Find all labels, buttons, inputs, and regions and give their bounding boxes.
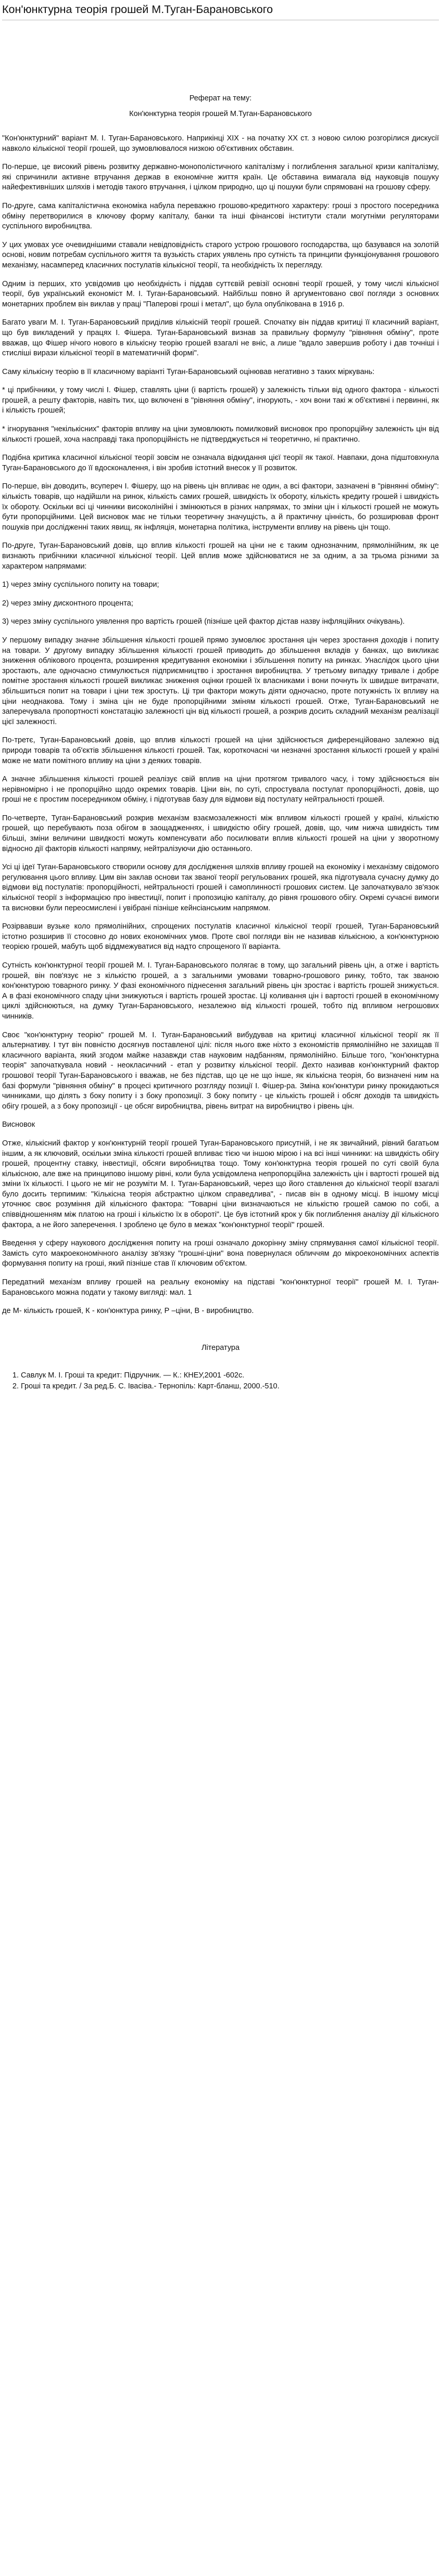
paragraph: По-друге, сама капіталістична економіка набула переважно грошово-кредитного характеру: гроші з простого посередника обміну перетворилися в ключову форму капіталу, банки та інші фінансові інститути стали могутніми регуляторами суспільного виробництва.: [2, 201, 439, 231]
paragraph: По-перше, це високий рівень розвитку державно-монополістичного капіталізму і поглиблення загальної кризи капіталізму, які спричинили активне втручання держав в економічне життя країн. Це обставина вимагала від науковців пошуку найефективніших шляхів і методів такого втручання, і цілком природно, що ці пошуки були спрямовані на грошову сферу.: [2, 163, 439, 192]
paragraph: Передатний механізм впливу грошей на реальну економіку на підставі "кон'юнктурної теорії" грошей М. І. Туган-Барановського можна подати у такому вигляді: мал. 1: [2, 1278, 439, 1297]
literature-item: 1. Савлук М. І. Гроші та кредит: Підручник. — К.: КНЕУ,2001 -602с.: [21, 1371, 439, 1381]
numbered-paragraph: 2) через зміну дисконтного процента;: [2, 599, 133, 608]
document-title: Кон'юнктурна теорія грошей М.Туган-Барановського: [2, 3, 273, 16]
bullet-paragraph: * ігнорування "некількісних" факторів впливу на ціни зумовлюють помилковий висновок про пропорційну залежність цін від кількості грошей, хоча насправді така пропорційність не підтверджується ні теоретично, ні практично.: [2, 425, 439, 444]
paragraph: Саму кількісну теорію в її класичному варіанті Туган-Барановський оцінював негативно з таких міркувань:: [2, 367, 375, 376]
paragraph: "Кон'юнктурний" варіант М. І. Туган-Барановського. Наприкінці XIX - на початку XX ст. з новою силою розгорілися дискусії навколо кількісної теорії грошей, що зумовлювалося низкою об'єктивних обставин.: [2, 134, 439, 153]
numbered-paragraph: 3) через зміну суспільного уявлення про вартість грошей (пізніше цей фактор дістав назву інфляційних очікувань).: [2, 617, 405, 626]
document-body: [2, 134, 439, 1317]
paragraph: Розірвавши вузьке коло прямолінійних, спрощених постулатів класичної кількісної теорії грошей, Туган-Барановський істотно розширив її стосовно до нових економічних умов. Проте свої погляди він не називав кількісною, а кон'юнктурною теорією грошей, мабуть щоб віддмежуватися від надто спрощеного її варіанта.: [2, 922, 439, 951]
numbered-paragraph: 1) через зміну суспільного попиту на товари;: [2, 581, 159, 589]
paragraph: По-перше, він доводить, всупереч І. Фішеру, що на рівень цін впливає не один, а всі фактори, зазначені в "рівнянні обміну": кількість товарів, що надійшли на ринок, кількість самих грошей, швидкість їх обороту, кількість кредиту грошей і швидкість їх обороту. Оскільки всі ці чинники високолінійні і змінюються в різних напрямах, то зміни цін і кількості грошей не можуть бути пропорційними. Цей висновок має не тільки теоретичну значущість, а й практичну цінність, бо розширював фронт пошуків при дослідженні таких явищ, як інфляція, монетарна політика, інструменти впливу на рівень цін тощо.: [2, 482, 439, 532]
paragraph: Подібна критика класичної кількісної теорії зовсім не означала відкидання цієї теорії як такої. Навпаки, дона підштовхнула Туган-Барановського до її вдосконалення, і він зробив істотний внесок у її розвиток.: [2, 454, 439, 472]
paragraph: Своє "кон'юнктурну теорію" грошей М. І. Туган-Барановський вибудував на критиці класичної кількісної теорії як її альтернативу. І тут він повністю досягнув поставленої цілі: після нього вже ніхто з економістів прямолінійно не захищав її класичного варіанта, який згодом майже назавжди став науковим надбанням, прямолінійно. Більше того, "кон'юнктурна теорія" започаткувала новий - неокласичний - етап у розвитку кількісної теорії. Дехто називав кон'юнктурний фактор грошової теорії Туган-Барановського і вважав, не без підстав, що це не що інше, як кількісна теорія, бо визначені ним на базі формули "рівняння обміну" в процесі критичного розгляду позиції І. Фішер-ра. Зміна кон'юнктури ринку прокидаються чинниками, що ділять з боку попиту і з боку пропозиції. З боку попиту - це кількість грошей і обсяг доходів та швидкість обігу грошей, а з боку пропозиції - це обсяг виробництва, рівень витрат на виробництво і рівень цін.: [2, 1031, 439, 1111]
paragraph: Одним із перших, хто усвідомив цю необхідність і піддав суттєвій ревізії основні теорії грошей, у тому числі кількісної теорії, був український економіст М. І. Туган-Барановський. Найбільш повно й аргументовано свої погляди з основних монетарних проблем він виклав у праці "Паперові гроші і метал", що була опублікована в 1916 р.: [2, 279, 439, 308]
paragraph: По-третє, Туган-Барановський довів, що вплив кількості грошей на ціни здійснюється диференційовано залежно від природи товарів та об'єктів збільшення кількості грошей. Так, короткочасні чи незначні зростання кількості грошей у країні може не мати помітного впливу на ціни з деяких товарів.: [2, 736, 439, 765]
essay-label: Реферат на тему:: [189, 94, 252, 102]
paragraph: Усі ці ідеї Туган-Барановського створили основу для дослідження шляхів впливу грошей на економіку і механізму свідомого регулювання цього впливу. Цим він заклав основи так званої теорії регульованих грошей, яка підготувала сучасну думку до відмови від постулатів: пропорційності, нейтральності грошей і самоплинності грошових систем. Це започаткувало зв'язок кількісної теорії з інформацією про інвестиції, попит і пропозицію капіталу, до рівня грошового обігу. Окремі сучасні вимоги та висновки були переосмислені і увібрані пізніше кейнсіанським напрямом.: [2, 863, 439, 912]
literature-item: 2. Гроші та кредит. / За ред.Б. С. Івасіва.- Тернопіль: Карт-бланш, 2000.-510.: [21, 1382, 439, 1392]
essay-topic: Кон'юнктурна теорія грошей М.Туган-Барановського: [129, 110, 312, 118]
paragraph: По-четверте, Туган-Барановський розкрив механізм взаємозалежності між впливом кількості грошей у країні, кількістю грошей, що перебувають поза обігом в заощадженнях, і швидкістю обігу грошей, довів, що, чим нижча швидкість тим більші, зміни величини швидкості можуть компенсувати або посилювати вплив кількості грошей на ціни у зворотному відносно дії факторів кількості напряму, нейтралізуючи дію останнього.: [2, 814, 439, 853]
paragraph: Отже, кількісний фактор у кон'юнктурній теорії грошей Туган-Барановського присутній, і не як звичайний, рівний багатьом іншим, а як ключовий, оскільки зміна кількості грошей впливає тією чи іншою мірою і на всі інші чинники: на швидкість обігу грошей, процентну ставку, інвестиції, обсяги виробництва тощо. Тому кон'юнктурна теорія грошей по суті своїй була кількісною, але вже на принципово іншому рівні, коли була усвідомлена непропорційна залежність цін і вартості грошей від зміни їх кількості. І цього не міг не розуміти М. І. Туган-Барановський, через що його ставлення до кількісної теорії взагалі було досить терпимим: "Кількісна теорія абстрактно цілком справедлива", - писав він в одному місці. В іншому місці уточнює своє розуміння дій кількісного фактора: "Товарні ціни визначаються не кількістю грошей самою по собі, а співвідношенням між платою на гроші і кількістю їх в обороті". Це був істотний крок у бік поглиблення аналізу дії кількісного фактора, а не його заперечення. І зроблено це було в межах "кон'юнктурної теорії" грошей.: [2, 1139, 439, 1229]
literature-heading: Література: [201, 1343, 240, 1352]
paragraph: Сутність кон'юнктурної теорії грошей М. І. Туган-Барановського полягає в тому, що загальний рівень цін, а отже і вартість грошей, він пов'язує не з кількістю грошей, а з загальними умовами товарно-грошового ринку, тобто, так званою кон'юнктурою товарного ринку. У фазі економічного піднесення загальний рівень цін зростає і вартість грошей знижується. А в фазі економічного спаду ціни знижуються і вартість грошей зростає. Ці коливання цін і вартості грошей в економічному циклі здійснюються, на думку Туган-Барановського, незалежно від кількості грошей, тобто під впливом негрошових чинників.: [2, 961, 439, 1021]
paragraph: Введення у сферу наукового дослідження попиту на гроші означало докорінну зміну спрямування самої кількісної теорії. Замість суто макроекономічного аналізу зв'язку "грошні-ціни" вона повернулася обличчям до мікроекономічних аспектів формування попиту на гроші, який пізніше став її ключовим об'єктом.: [2, 1239, 439, 1268]
paragraph: У першому випадку значне збільшення кількості грошей прямо зумовлює зростання цін через зростання доходів і попиту на товари. У другому випадку збільшення кількості грошей приводить до збільшення вкладів у банках, що викликає зниження облікового процента, розширення кредитування економіки і збільшення попиту на ринках. Унаслідок цього ціни зростають, але одночасно стимулюється підприємництво і зростання виробництва. У третьому випадку тривале і добре помітне зростання кількості грошей викликає зниження оцінки грошей їх власниками і вони почнуть їх швидше витрачати, збільшиться попит на товари і ціни теж зростуть. Ці три фактори можуть діяти одночасно, проте потужність їх впливу на ціни неоднакова. Тому і зміна цін не буде пропорційними зміням кількості грошей. Отже, Туган-Барановський не заперечувала пропортності констатацію залежності цін від кількості грошей, а розкрив досить складний механізм реалізації цієї залежності.: [2, 636, 439, 726]
paragraph: де М- кількість грошей, К - кон'юнктура ринку, Р –ціни, В - виробництво.: [2, 1307, 254, 1316]
bullet-paragraph: * ці прибічники, у тому числі І. Фішер, ставлять ціни (і вартість грошей) у залежність тільки від одного фактора - кількості грошей, а решту факторів, навіть тих, що включені в "рівняння обміну", ігнорують, - хоч вони такі ж об'єктивні і первинні, як і кількість грошей;: [2, 386, 439, 415]
paragraph: Багато уваги М. І. Туган-Барановський приділив кількісній теорії грошей. Спочатку він піддав критиці її класичний варіант, що був викладений у працях І. Фішера. Туган-Барановський визнав за правильну формулу "рівняння обміну", проте вважав, що Фішер нічого нового в кількісну теорію грошей взагалі не вніс, а лише "вдало завершив роботу і дав точніші і стисліші вирази кількісної теорії в математичній формі".: [2, 318, 439, 358]
paragraph: У цих умовах усе очевиднішими ставали невідповідність старого устрою грошового господарства, що базувався на золотій основі, новим потребам суспільного життя та вузькість старих уявлень про сутність та принципи функціонування грошового механізму, насамперед класичних постулатів кількісної теорії, та необхідність їх перегляду.: [2, 240, 439, 269]
conclusion-heading: Висновок: [2, 1120, 35, 1129]
paragraph: А значне збільшення кількості грошей реалізує свій вплив на ціни протягом тривалого часу, і тому здійснюється він нерівномірно і не пропорційно щодо окремих товарів. Ціни він, по суті, спростувала постулат пропорційності, довів, що гроші не є простим посередником обміну, і підготував базу для відмови від постулату нейтральності грошей.: [2, 775, 439, 804]
paragraph: По-друге, Туган-Барановський довів, що вплив кількості грошей на ціни не є таким однозначним, прямолінійним, як це визнають прибічники класичної кількісної теорії. Цей вплив може здійснюватися не за одним, а за трьома різними за характером напрямами:: [2, 542, 439, 571]
literature-list: [2, 1371, 439, 1392]
